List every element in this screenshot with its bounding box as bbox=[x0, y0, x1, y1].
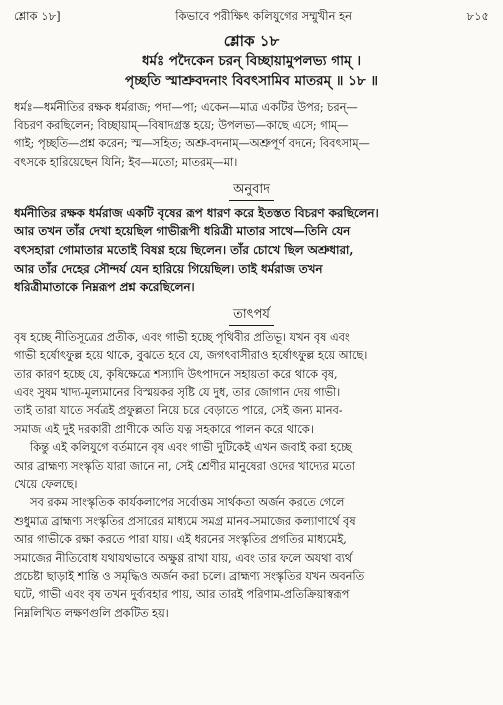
translation-heading-text: অনুবাদ bbox=[229, 181, 274, 201]
purport-line: গাভী হর্ষোৎফুল্ল হয়ে থাকে, বুঝতে হবে যে, জগৎবাসীরাও হর্ষোৎফুল্ল হয়ে আছে। bbox=[14, 349, 368, 363]
purport-line: কিন্তু এই কলিযুগে বর্তমানে বৃষ এবং গাভী দুটিকেই এখন জবাই করা হচ্ছে bbox=[30, 441, 352, 455]
header-chapter-title: কিভাবে পরীক্ষিৎ কলিযুগের সম্মুখীন হন bbox=[175, 9, 353, 23]
translation-block bbox=[14, 204, 489, 297]
purport-line: সমাজ এই দুই দরকারী প্রাণীকে অতি যত্ন সহকারে পালন করে থাকে। bbox=[14, 422, 314, 436]
verse-line: পৃচ্ছতি স্মাশ্রুবদনাং বিবৎসামিব মাতরম্ ॥ ১৮ ॥ bbox=[125, 73, 378, 89]
translation-heading bbox=[14, 181, 489, 201]
purport-line: আর ব্রাহ্মণ্য সংস্কৃতি যারা জানে না, সেই শ্রেণীর মানুষেরা ওদের খাদ্যের মতো bbox=[14, 459, 355, 473]
verse-line: ধর্মঃ পদৈকেন চরন্ বিচ্ছায়ামুপলভ্য গাম্ । bbox=[141, 53, 362, 69]
synonyms-line: বৎসকে হারিয়েছেন যিনি; ইব—মতো; মাতরম্—মা। bbox=[14, 155, 238, 169]
translation-line: আর তখন তাঁর দেখা হয়েছিল গাভীরূপী ধরিত্রী মাতার সাথে—তিনি যেন bbox=[14, 224, 351, 239]
purport-line: ঘটে, গাভী এবং বৃষ তখন দুর্ব্যবহার পায়, আর তারই পরিণাম-প্রতিক্রিয়াস্বরূপ bbox=[14, 588, 350, 602]
purport-line: এবং সুষম খাদ্য-মূল্যমানের বিস্ময়কর সৃষ্টি যে দুধ, তার জোগান দেয় গাভী। bbox=[14, 386, 341, 399]
translation-line: আর তাঁর দেহের সৌন্দর্য যেন হারিয়ে গিয়েছিল। তাই ধর্মরাজ তখন bbox=[14, 261, 323, 276]
verse-heading: শ্লোক ১৮ bbox=[223, 32, 280, 50]
purport-line: শুধুমাত্র ব্রাহ্মণ্য সংস্কৃতির প্রসারের মাধ্যমে সমগ্র মানব-সমাজের কল্যাণার্থে বৃষ bbox=[14, 514, 356, 528]
purport-line: তার কারণ হচ্ছে যে, কৃষিক্ষেত্রে শস্যাদি উৎপাদনে সহায়তা করে থাকে বৃষ, bbox=[14, 367, 338, 381]
running-header bbox=[14, 8, 489, 28]
translation-line: বৎসহারা গোমাতার মতোই বিষণ্ণ হয়ে ছিলেন। তাঁর চোখে ছিল অশ্রুধারা, bbox=[14, 243, 354, 257]
translation-line: ধরিত্রীমাতাকে নিম্নরূপ প্রশ্ন করেছিলেন। bbox=[14, 280, 195, 295]
header-verse-ref: শ্লোক ১৮] bbox=[14, 9, 61, 23]
purport-heading-text: তাৎপর্য bbox=[229, 306, 274, 326]
purport-line: প্রচেষ্টা ছাড়াই শান্তি ও সমৃদ্ধিও অর্জন করা চলে। ব্রাহ্মণ্য সংস্কৃতির যখন অবনতি bbox=[14, 570, 365, 584]
page-number: ৮১৫ bbox=[466, 9, 489, 23]
purport-line: তাই তারা যাতে সর্বত্রই প্রফুল্লতা নিয়ে চরে বেড়াতে পারে, সেই জন্য মানব- bbox=[14, 404, 343, 418]
synonyms-block bbox=[14, 99, 489, 172]
purport-block bbox=[14, 329, 489, 624]
purport-line: নিম্নলিখিত লক্ষণগুলি প্রকটিত হয়। bbox=[14, 606, 169, 620]
purport-line: বৃষ হচ্ছে নীতিসূত্রের প্রতীক, এবং গাভী হচ্ছে পৃথিবীর প্রতিভূ। যখন বৃষ এবং bbox=[14, 330, 350, 344]
synonyms-line: ধর্মঃ—ধর্মনীতির রক্ষক ধর্মরাজ; পদা—পা; একেন—মাত্র একটির উপর; চরন্— bbox=[14, 101, 358, 114]
purport-line: সমাজের নীতিবোধ যথাযথভাবে অক্ষুণ্ণ রাখা যায়, এবং তার ফলে অযথা ব্যর্থ bbox=[14, 551, 353, 565]
purport-line: সব রকম সাংস্কৃতিক কার্যকলাপের সর্বোত্তম সার্থকতা অর্জন করতে গেলে bbox=[30, 496, 345, 510]
purport-line: খেয়ে ফেলছে। bbox=[14, 478, 78, 492]
synonyms-line: বিচরণ করছিলেন; বিচ্ছায়াম্—বিষাদগ্রস্ত হয়ে; উপলভ্য—কাছে এসে; গাম্— bbox=[14, 119, 349, 133]
purport-heading bbox=[14, 306, 489, 326]
synonyms-line: গাই; পৃচ্ছতি—প্রশ্ন করেন; স্ম—সহিত; অশ্রু-বদনাম্—অশ্রুপূর্ণ বদনে; বিবৎসাম্— bbox=[14, 137, 370, 151]
purport-line: আর গাভীকে রক্ষা করতে পারা যায়। এই ধরনের সংস্কৃতির প্রগতির মাধ্যমেই, bbox=[14, 533, 347, 547]
translation-line: ধর্মনীতির রক্ষক ধর্মরাজ একটি বৃষের রূপ ধারণ করে ইতস্তত বিচরণ করছিলেন। bbox=[14, 205, 379, 220]
